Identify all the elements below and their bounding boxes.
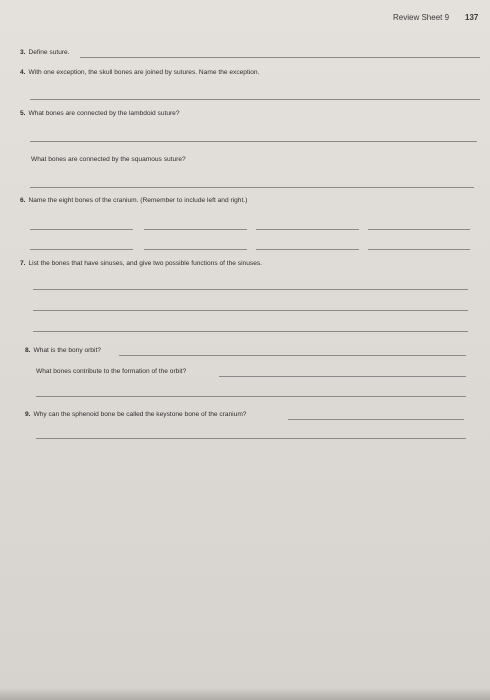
question-text: With one exception, the skull bones are joined by sutures. Name the exception. — [28, 69, 260, 76]
question-number: 9. — [25, 411, 31, 418]
answer-line — [33, 331, 468, 332]
answer-line — [30, 187, 474, 188]
page-number: 137 — [465, 13, 479, 22]
answer-line — [30, 99, 480, 100]
question-text: Define suture. — [28, 49, 70, 56]
question-text: What is the bony orbit? — [33, 347, 101, 354]
question-number: 5. — [20, 110, 26, 117]
question-5 — [20, 110, 180, 117]
question-text: What bones contribute to the formation of the orbit? — [36, 368, 187, 375]
answer-line — [368, 249, 470, 250]
question-number: 3. — [20, 49, 26, 56]
answer-line — [219, 376, 466, 377]
question-5b — [31, 156, 186, 163]
question-text: Why can the sphenoid bone be called the keystone bone of the cranium? — [33, 411, 247, 418]
question-number: 7. — [20, 260, 26, 267]
answer-line — [144, 249, 247, 250]
question-text: Name the eight bones of the cranium. (Remember to include left and right.) — [28, 197, 248, 204]
question-8 — [25, 347, 101, 354]
question-number: 6. — [20, 197, 26, 204]
answer-line — [288, 419, 464, 420]
answer-line — [256, 229, 359, 230]
question-6 — [20, 197, 247, 204]
answer-line — [256, 249, 359, 250]
question-number: 8. — [25, 347, 31, 354]
question-text: List the bones that have sinuses, and give two possible functions of the sinuses. — [28, 260, 262, 267]
answer-line — [30, 249, 133, 250]
question-3 — [20, 49, 70, 56]
answer-line — [33, 310, 468, 311]
page-shadow — [0, 688, 490, 700]
answer-line — [36, 438, 466, 439]
answer-line — [30, 229, 133, 230]
answer-line — [33, 289, 468, 290]
question-number: 4. — [20, 69, 26, 76]
question-4 — [20, 69, 259, 76]
answer-line — [36, 396, 466, 397]
answer-line — [368, 229, 470, 230]
answer-line — [119, 355, 466, 356]
question-9 — [25, 411, 246, 418]
question-text: What bones are connected by the lambdoid suture? — [28, 110, 180, 117]
question-7 — [20, 260, 262, 267]
answer-line — [80, 57, 480, 58]
question-text: What bones are connected by the squamous suture? — [31, 156, 186, 163]
header-title: Review Sheet 9 — [393, 13, 450, 22]
answer-line — [144, 229, 247, 230]
question-8b — [36, 368, 186, 375]
answer-line — [30, 141, 477, 142]
